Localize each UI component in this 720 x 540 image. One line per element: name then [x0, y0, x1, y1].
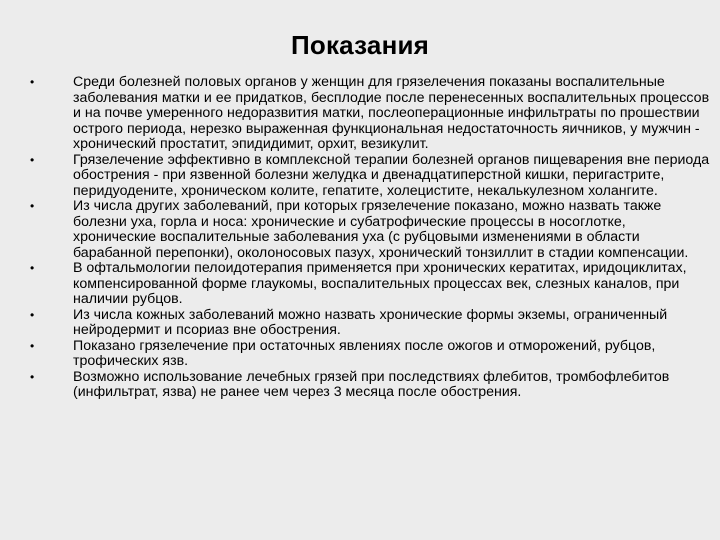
- list-item-text: Грязелечение эффективно в комплексной терапии болезней органов пищеварения вне периода обострения - при язвенной болезни желудка и двенадцатиперстной кишки, перигастрите, перидуодените, хроническом колите, гепатите, холецистите, некалькулезном холангите.: [73, 151, 710, 199]
- list-item-text: Возможно использование лечебных грязей при последствиях флебитов, тромбофлебитов (инфильтрат, язва) не ранее чем через 3 месяца после обострения.: [73, 368, 670, 400]
- slide-title: Показания: [290, 30, 430, 60]
- bullet-icon: •: [30, 369, 35, 384]
- list-item-6: [20, 339, 710, 370]
- bullet-icon: •: [30, 152, 35, 167]
- bullet-icon: •: [30, 261, 35, 275]
- bullet-icon: •: [30, 75, 35, 89]
- bullet-icon: •: [30, 338, 35, 353]
- list-item-text: Показано грязелечение при остаточных явлениях после ожогов и отморожений, рубцов, трофических язв.: [73, 337, 656, 369]
- list-item-3: [20, 199, 710, 261]
- list-item-4: [20, 261, 710, 308]
- indications-list: [20, 75, 710, 401]
- list-item-text: Из числа других заболеваний, при которых грязелечение показано, можно назвать также болезни уха, горла и носа: хронические и субатрофические процессы в носоглотке, хронические воспалительные заболевания уха (с рубцовыми изменениями в области барабанной перепонки), околоносовых пазух, хронический тонзиллит в стадии компенсации.: [73, 198, 689, 261]
- bullet-icon: •: [30, 307, 35, 322]
- list-item-1: [20, 75, 710, 153]
- list-item-text: Среди болезней половых органов у женщин для грязелечения показаны воспалительные заболевания матки и ее придатков, бесплодие после перенесенных воспалительных процессов и на почве умеренного недоразвития матки, послеоперационные инфильтраты по прошествии острого периода, нерезко выраженная функциональная недостаточность яичников, у мужчин - хронический простатит, эпидидимит, орхит, везикулит.: [73, 74, 710, 152]
- bullet-icon: •: [30, 199, 35, 213]
- list-item-5: [20, 308, 710, 339]
- list-item-2: [20, 153, 710, 200]
- list-item-text: В офтальмологии пелоидотерапия применяется при хронических кератитах, иридоциклитах, компенсированной форме глаукомы, воспалительных процессах век, слезных каналов, при наличии рубцов.: [73, 260, 687, 307]
- list-item-7: [20, 370, 710, 401]
- list-item-text: Из числа кожных заболеваний можно назвать хронические формы экземы, ограниченный нейродермит и псориаз вне обострения.: [73, 306, 668, 338]
